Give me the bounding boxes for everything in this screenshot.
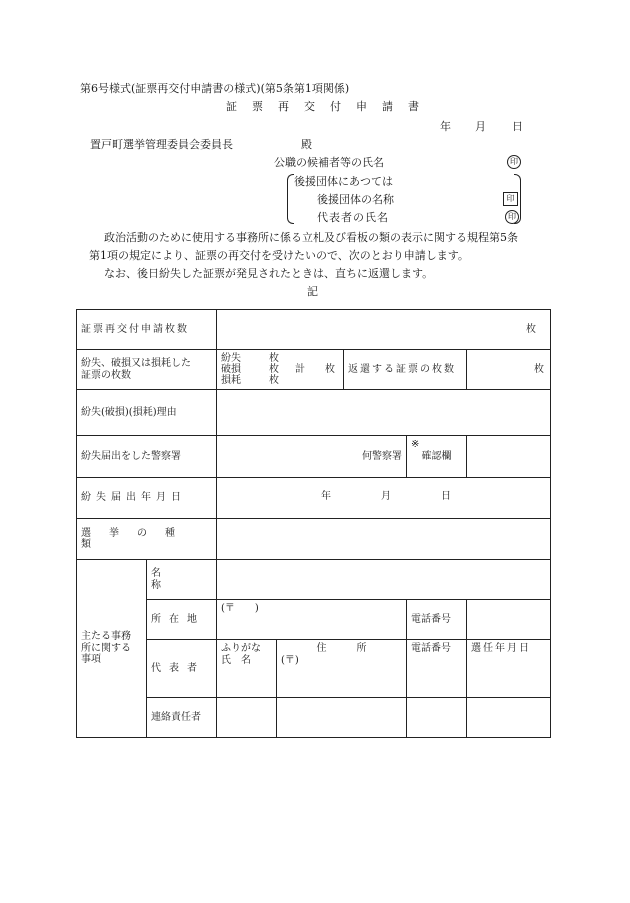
return-count-unit: 枚 <box>534 363 545 375</box>
representative-address-field[interactable] <box>277 640 407 698</box>
worn-label: 損耗 <box>221 374 241 386</box>
damaged-unit: 枚 <box>269 363 279 375</box>
date-month: 月 <box>475 120 486 133</box>
damaged-label: 破損 <box>221 363 241 375</box>
confirm-label <box>407 436 467 478</box>
representative-name-field[interactable] <box>217 640 277 698</box>
reason-field[interactable] <box>217 390 551 436</box>
election-type-field[interactable] <box>217 519 551 560</box>
reason-label: 紛失(破損)(損耗)理由 <box>77 390 217 436</box>
confirm-field[interactable] <box>467 436 551 478</box>
date-day: 日 <box>512 120 523 133</box>
body-paragraph-1-line-2: 第1項の規定により、証票の再交付を受けたいので、次のとおり申請します。 <box>89 249 469 262</box>
row-police <box>77 436 551 478</box>
lost-unit: 枚 <box>269 352 279 364</box>
lost-count-label-line-1: 紛失、破損又は損耗した <box>81 358 191 369</box>
office-group-label <box>77 560 147 738</box>
lost-count-label-line-2: 証票の枚数 <box>81 369 131 381</box>
row-election-type <box>77 519 551 560</box>
police-suffix: 何警察署 <box>362 450 402 462</box>
confirm-mark: ※ <box>411 439 420 450</box>
report-date-day: 日 <box>441 491 451 502</box>
contact-date-field[interactable] <box>467 698 551 738</box>
lost-count-field[interactable] <box>217 350 344 390</box>
row-reissue-count <box>77 310 551 350</box>
support-group-intro: 後援団体にあつては <box>294 175 393 188</box>
body-paragraph-1-line-1: 政治活動のために使用する事務所に係る立札及び看板の類の表示に関する規程第5条 <box>104 231 518 244</box>
office-name-field[interactable] <box>217 560 551 600</box>
row-representative <box>77 640 551 698</box>
row-report-date <box>77 478 551 519</box>
return-count-label: 返還する証票の枚数 <box>344 350 467 390</box>
residence-label: 住 所 <box>316 643 367 654</box>
seal-mark-group: 印 <box>503 192 518 206</box>
contact-name-field[interactable] <box>217 698 277 738</box>
representative-name-label: 代表者の氏名 <box>317 211 389 224</box>
seal-mark-representative: 印 <box>505 210 519 224</box>
police-field[interactable] <box>217 436 407 478</box>
report-date-field[interactable] <box>217 478 551 519</box>
lost-label: 紛失 <box>221 352 241 364</box>
address-phone-field[interactable] <box>467 600 551 640</box>
row-office-address <box>77 600 551 640</box>
residence-postal: (〒) <box>281 654 299 666</box>
report-date-label: 紛失届出年月日 <box>77 478 217 519</box>
seal-mark-candidate: 印 <box>507 155 521 169</box>
representative-phone-field[interactable] <box>407 640 467 698</box>
candidate-name-label: 公職の候補者等の氏名 <box>274 156 384 169</box>
confirm-text: 確認欄 <box>421 450 452 462</box>
date-year: 年 <box>440 120 451 133</box>
total-label: 計 <box>295 363 305 375</box>
reissue-count-field[interactable] <box>217 310 551 350</box>
report-date-month: 月 <box>381 491 391 502</box>
ki-heading: 記 <box>307 285 318 298</box>
return-count-field[interactable] <box>467 350 551 390</box>
addressee-name: 置戸町選挙管理委員会委員長 <box>90 138 233 151</box>
furigana-label: ふりがな <box>221 643 261 654</box>
contact-address-field[interactable] <box>277 698 407 738</box>
reissue-count-unit: 枚 <box>526 323 537 335</box>
row-lost-count <box>77 350 551 390</box>
address-postal: (〒 ) <box>221 603 259 614</box>
body-paragraph-2: なお、後日紛失した証票が発見されたときは、直ちに返還します。 <box>104 267 434 280</box>
address-phone-label: 電話番号 <box>407 600 467 640</box>
form-reference: 第6号様式(証票再交付申請書の様式)(第5条第1項関係) <box>80 82 350 95</box>
office-group-line-3: 事項 <box>81 654 101 666</box>
contact-phone-field[interactable] <box>407 698 467 738</box>
application-table <box>76 309 551 738</box>
appointed-date-field[interactable] <box>467 640 551 698</box>
group-name-label: 後援団体の名称 <box>317 193 394 206</box>
total-unit: 枚 <box>325 363 335 375</box>
row-reason <box>77 390 551 436</box>
row-contact-person <box>77 698 551 738</box>
address-label: 所在地 <box>147 600 217 640</box>
addressee-honorific: 殿 <box>301 138 312 151</box>
row-office-name <box>77 560 551 600</box>
office-group-line-1: 主たる事務 <box>81 631 131 643</box>
left-brace <box>287 174 294 224</box>
appointed-date-label: 選任年月日 <box>471 643 531 654</box>
document-title: 証 票 再 交 付 申 請 書 <box>226 100 421 113</box>
contact-person-label: 連絡責任者 <box>147 698 217 738</box>
election-type-label: 選挙の種類 <box>77 519 217 560</box>
reissue-count-label: 証票再交付申請枚数 <box>77 310 217 350</box>
worn-unit: 枚 <box>269 374 279 386</box>
address-field[interactable] <box>217 600 407 640</box>
office-group-line-2: 所に関する <box>81 642 131 654</box>
office-name-label: 名称 <box>147 560 217 600</box>
representative-name-label: 氏 名 <box>221 654 251 666</box>
report-date-year: 年 <box>321 491 331 502</box>
representative-label: 代表者 <box>147 640 217 698</box>
lost-count-label <box>77 350 217 390</box>
representative-phone-label: 電話番号 <box>411 643 451 654</box>
police-label: 紛失届出をした警察署 <box>77 436 217 478</box>
